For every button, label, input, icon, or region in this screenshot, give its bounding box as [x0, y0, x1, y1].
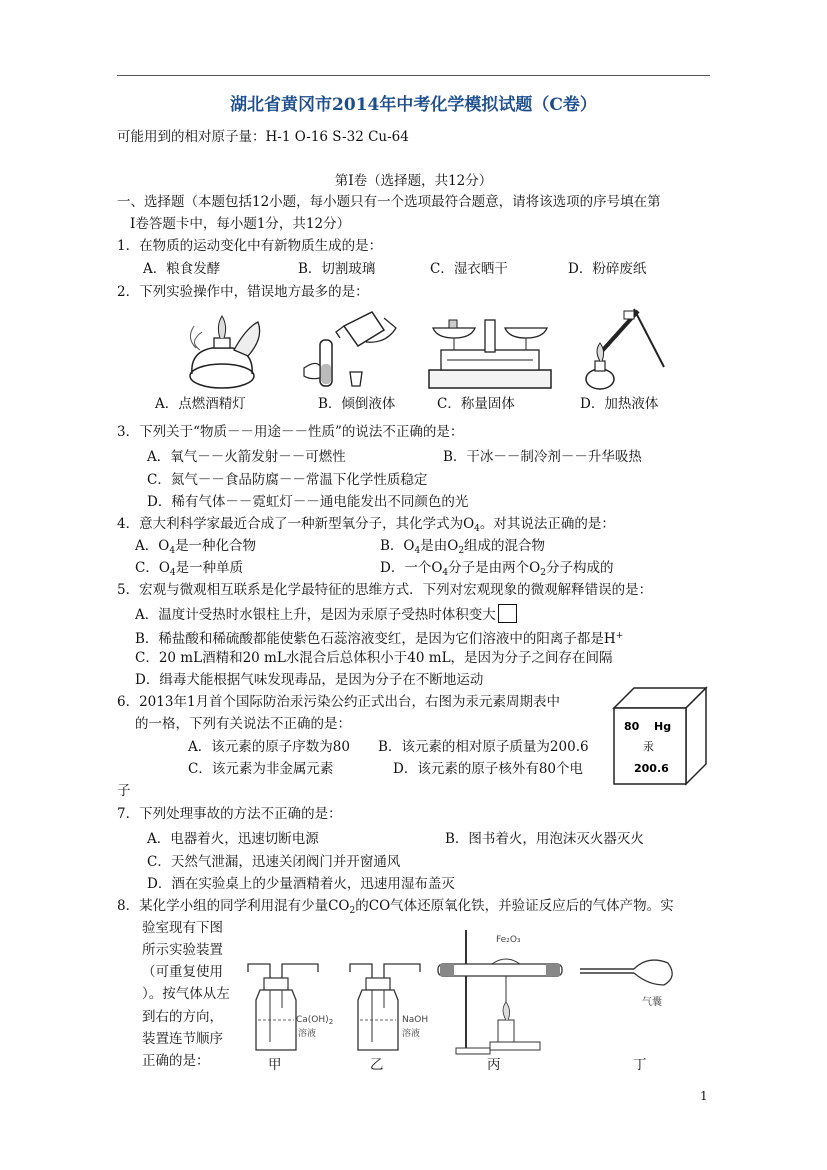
- q6-stem-line2: 的一格，下列有关说法不正确的是：: [135, 716, 351, 732]
- q6-option-c: C．该元素为非金属元素: [188, 761, 334, 777]
- instructions-line1: 一、选择题（本题包括12小题，每小题只有一个选项最符合题意，请将该选项的序号填在第: [117, 194, 661, 210]
- q4-option-c: C．$O_4$是一种单质: [135, 560, 244, 578]
- header-rule: [117, 75, 710, 76]
- q6-option-a: A．该元素的原子序数为80: [188, 739, 350, 755]
- svg-text:溶液: 溶液: [402, 1029, 421, 1039]
- section-heading: 第Ⅰ卷（选择题，共12分）: [334, 173, 493, 189]
- q8-side-1: 验室现有下图: [142, 920, 223, 936]
- atomic-masses: 可能用到的相对原子量：H-1 O-16 S-32 Cu-64: [117, 129, 409, 145]
- q1-option-c: C．湿衣晒干: [430, 261, 508, 277]
- mercury-element-cell: [610, 686, 710, 786]
- q7-option-b: B．图书着火，用泡沫灭火器灭火: [445, 831, 644, 847]
- q7-option-a: A．电器着火，迅速切断电源: [147, 831, 319, 847]
- element-symbol: Hg: [654, 720, 672, 733]
- apparatus-ding-gas-bag: [578, 955, 688, 1015]
- q8-side-4: ）。按气体从左: [142, 986, 230, 1002]
- instructions-line2: Ⅰ卷答题卡中，每小题1分，共12分）: [130, 216, 351, 232]
- q4-option-b: B．$O_4$是由$O_2$组成的混合物: [380, 538, 546, 556]
- q3-option-c: C．氮气－－食品防腐－－常温下化学性质稳定: [147, 472, 428, 488]
- q4-option-a: A．$O_4$是一种化合物: [135, 538, 257, 556]
- apparatus-yi-bottle: [340, 960, 430, 1060]
- q8-stem: 8．某化学小组的同学利用混有少量$CO_2$的CO气体还原氧化铁，并验证反应后的气体产物。实: [117, 898, 674, 916]
- apparatus-jia-bottle: [238, 960, 334, 1060]
- label-ding: 丁: [633, 1057, 647, 1073]
- q1-option-b: B．切割玻璃: [298, 261, 376, 277]
- q8-side-2: 所示实验装置: [142, 942, 223, 958]
- q8-side-6: 装置连节顺序: [142, 1031, 223, 1047]
- q4-stem: 4．意大利科学家最近合成了一种新型氧分子，其化学式为$O_4$。对其说法正确的是：: [117, 516, 615, 534]
- q2-option-a: A．点燃酒精灯: [155, 396, 246, 412]
- q8-side-5: 到右的方向，: [142, 1009, 223, 1025]
- apparatus-bing-tube-furnace: [436, 920, 566, 1060]
- q8-side-3: （可重复使用: [142, 964, 223, 980]
- element-number: 80: [624, 720, 640, 733]
- q1-option-d: D．粉碎废纸: [568, 261, 647, 277]
- pour-liquid-figure: [300, 308, 400, 394]
- svg-text:溶液: 溶液: [298, 1029, 317, 1039]
- q3-option-d: D．稀有气体－－霓虹灯－－通电能发出不同颜色的光: [147, 494, 469, 510]
- q4-option-d: D．一个$O_4$分子是由两个$O_2$分子构成的: [380, 560, 614, 578]
- q3-option-b: B．干冰－－制冷剂－－升华吸热: [443, 449, 642, 465]
- element-mass: 200.6: [634, 762, 669, 775]
- balance-scale-figure: [425, 310, 555, 392]
- svg-text:Fe₂O₃: Fe₂O₃: [496, 935, 521, 945]
- q2-option-c: C．称量固体: [437, 396, 515, 412]
- element-name: 汞: [643, 740, 654, 753]
- q2-stem: 2．下列实验操作中，错误地方最多的是：: [117, 284, 369, 300]
- q5-option-c: C．20 mL酒精和20 mL水混合后总体积小于40 mL，是因为分子之间存在间隔: [135, 650, 613, 666]
- label-yi: 乙: [370, 1057, 384, 1073]
- page-number: 1: [700, 1089, 708, 1103]
- gas-bag-label: 气囊: [642, 997, 662, 1008]
- svg-text:NaOH: NaOH: [402, 1015, 429, 1025]
- q2-option-d: D．加热液体: [580, 396, 659, 412]
- q6-stem-line1: 6．2013年1月首个国际防治汞污染公约正式出台，右图为汞元素周期表中: [117, 694, 561, 710]
- q5-option-a: A．温度计受热时水银柱上升，是因为汞原子受热时体积变大: [135, 604, 517, 624]
- q1-option-a: A．粮食发酵: [143, 261, 221, 277]
- q2-option-b: B．倾倒液体: [318, 396, 396, 412]
- q7-stem: 7．下列处理事故的方法不正确的是：: [117, 806, 342, 822]
- alcohol-lamp-figure: [176, 308, 266, 394]
- svg-text:Ca(OH)2: $Ca(OH)_2$: [296, 1015, 334, 1026]
- q3-stem: 3．下列关于“物质－－用途－－性质”的说法不正确的是：: [117, 424, 464, 440]
- q7-option-d: D．酒在实验桌上的少量酒精着火，迅速用湿布盖灭: [147, 876, 455, 892]
- q3-option-a: A．氧气－－火箭发射－－可燃性: [147, 449, 346, 465]
- q8-side-7: 正确的是：: [142, 1053, 210, 1069]
- heat-liquid-figure: [578, 305, 668, 395]
- answer-box: [498, 604, 517, 623]
- q6-option-d: D．该元素的原子核外有80个电: [393, 761, 584, 777]
- q7-option-c: C．天然气泄漏，迅速关闭阀门并开窗通风: [147, 854, 401, 870]
- q5-option-b: B．稀盐酸和稀硫酸都能使紫色石蕊溶液变红，是因为它们溶液中的阳离子都是H+: [135, 631, 624, 647]
- q5-option-d: D．缉毒犬能根据气味发现毒品，是因为分子在不断地运动: [135, 672, 484, 688]
- q6-option-d-cont: 子: [117, 783, 131, 799]
- label-jia: 甲: [268, 1057, 282, 1073]
- page-title: 湖北省黄冈市2014年中考化学模拟试题（C卷）: [230, 95, 597, 115]
- q1-stem: 1．在物质的运动变化中有新物质生成的是：: [117, 238, 383, 254]
- q5-stem: 5．宏观与微观相互联系是化学最特征的思维方式．下列对宏观现象的微观解释错误的是：: [117, 582, 653, 598]
- q6-option-b: B．该元素的相对原子质量为200.6: [378, 739, 589, 755]
- label-bing: 丙: [487, 1057, 501, 1073]
